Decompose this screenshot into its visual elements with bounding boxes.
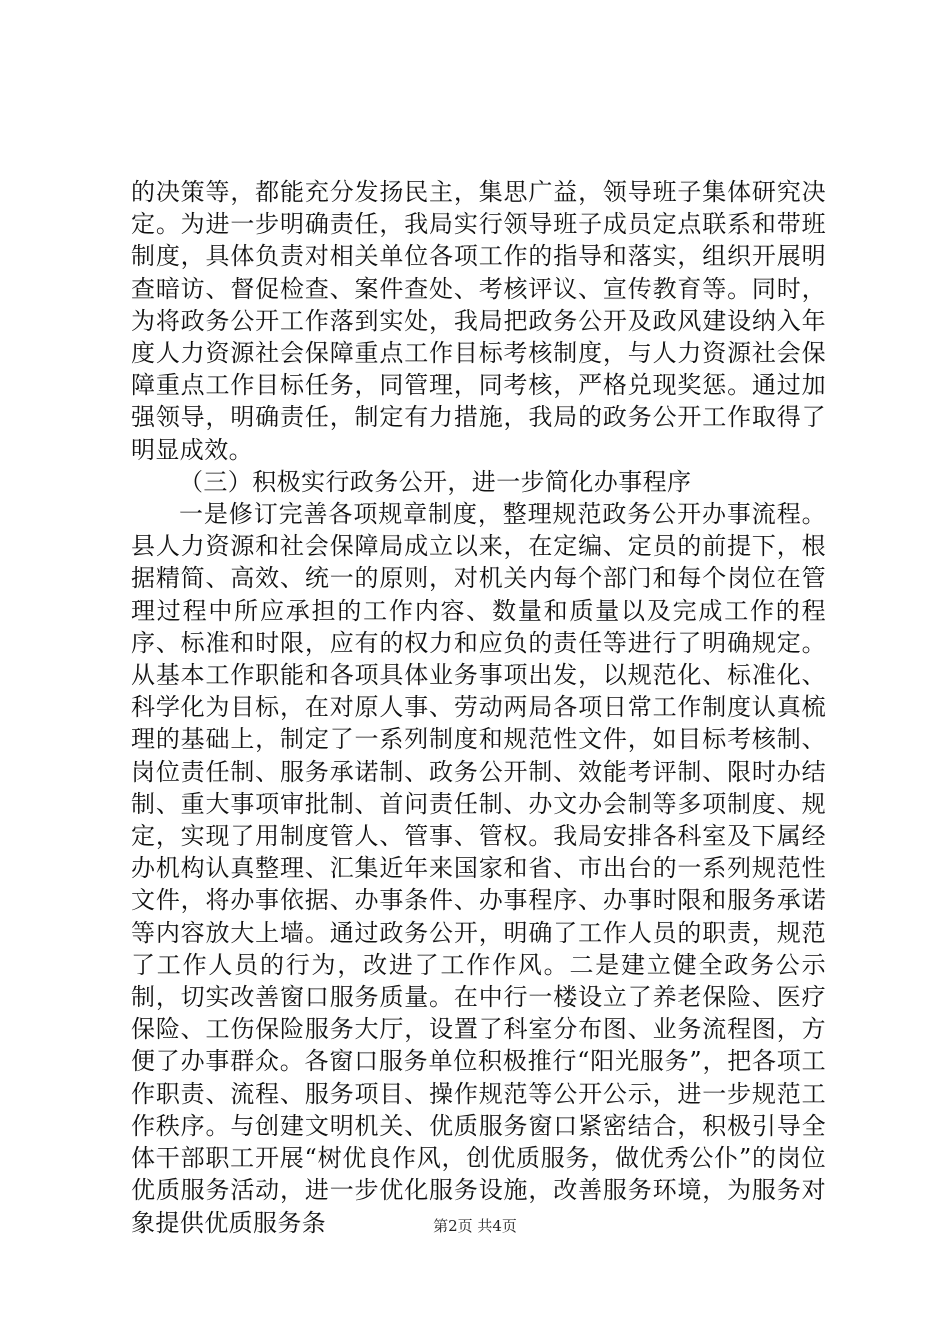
paragraph-body: 一是修订完善各项规章制度，整理规范政务公开办事流程。县人力资源和社会保障局成立以来，在定编、定员的前提下，根据精简、高效、统一的原则，对机关内每个部门和每个岗位在管理过程中所应承担的工作内容、数量和质量以及完成工作的程序、标准和时限，应有的权力和应负的责任等进行了明确规定。从基本工作职能和各项具体业务事项出发，以规范化、标准化、科学化为目标，在对原人事、劳动两局各项日常工作制度认真梳理的基础上，制定了一系列制度和规范性文件，如目标考核制、岗位责任制、服务承诺制、政务公开制、效能考评制、限时办结制、重大事项审批制、首问责任制、办文办会制等多项制度、规定，实现了用制度管人、管事、管权。我局安排各科室及下属经办机构认真整理、汇集近年来国家和省、市出台的一系列规范性文件，将办事依据、办事条件、办事程序、办事时限和服务承诺等内容放大上墙。通过政务公开，明确了工作人员的职责，规范了工作人员的行为，改进了工作作风。二是建立健全政务公示制，切实改善窗口服务质量。在中行一楼设立了养老保险、医疗保险、工伤保险服务大厅，设置了科室分布图、业务流程图，方便了办事群众。各窗口服务单位积极推行“阳光服务”，把各项工作职责、流程、服务项目、操作规范等公开公示，进一步规范工作秩序。与创建文明机关、优质服务窗口紧密结合，积极引导全体干部职工开展“树优良作风，创优质服务，做优秀公仆”的岗位优质服务活动，进一步优化服务设施，改善服务环境，为服务对象提供优质服务条 [131,500,826,1237]
document-body [131,176,826,1239]
page-footer: 第2页 共4页 [433,1217,517,1235]
paragraph-continuation: 的决策等，都能充分发扬民主，集思广益，领导班子集体研究决定。为进一步明确责任，我局实行领导班子成员定点联系和带班制度，具体负责对相关单位各项工作的指导和落实，组织开展明查暗访、督促检查、案件查处、考核评议、宣传教育等。同时，为将政务公开工作落到实处，我局把政务公开及政风建设纳入年度人力资源社会保障重点工作目标考核制度，与人力资源社会保障重点工作目标任务，同管理，同考核，严格兑现奖惩。通过加强领导，明确责任，制定有力措施，我局的政务公开工作取得了明显成效。 [131,178,826,464]
section-heading: （三）积极实行政务公开，进一步简化办事程序 [179,467,692,496]
